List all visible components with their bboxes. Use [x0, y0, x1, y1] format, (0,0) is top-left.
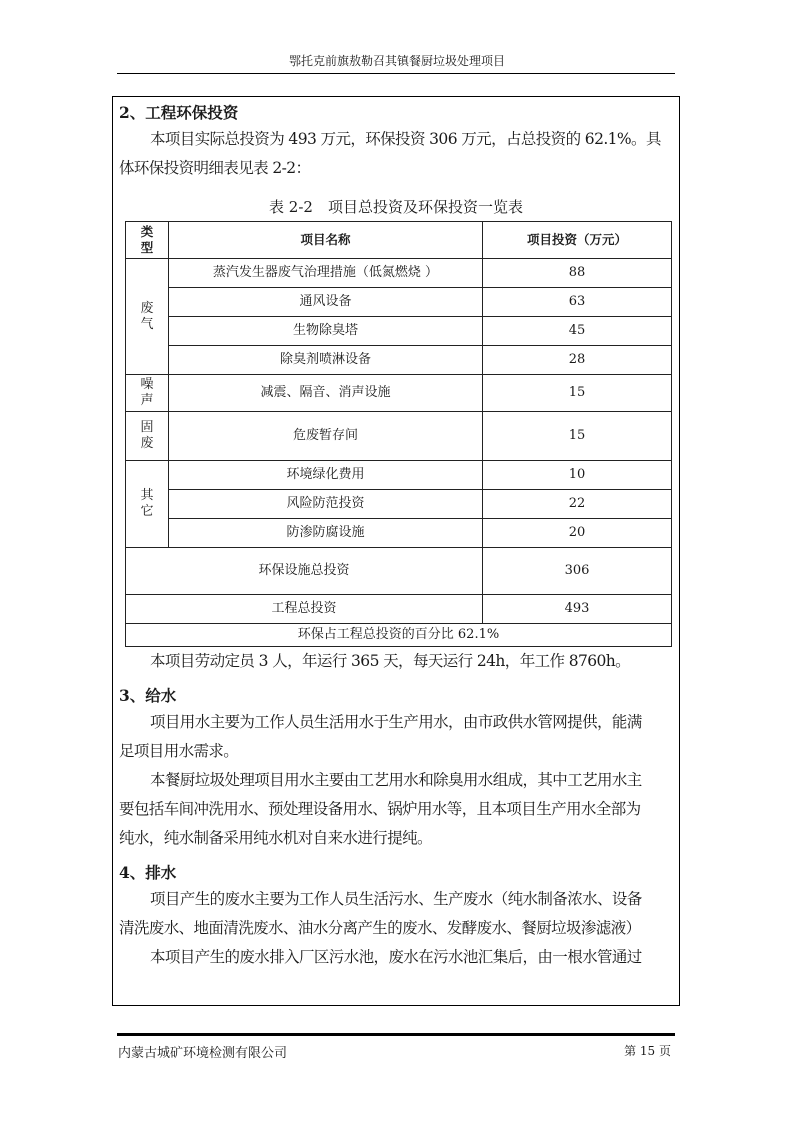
paragraph-text: 项目产生的废水主要为工作人员生活污水、生产废水（纯水制备浓水、设备 — [150, 890, 642, 908]
spacer — [119, 853, 673, 861]
table-row — [126, 288, 672, 317]
running-header: 鄂托克前旗敖勒召其镇餐厨垃圾处理项目 — [288, 54, 505, 68]
section-heading-water-supply: 3、给水 — [119, 686, 177, 705]
table-row — [126, 317, 672, 346]
table-row — [126, 375, 672, 412]
paragraph-line: 清洗废水、地面清洗废水、油水分离产生的废水、发酵废水、餐厨垃圾渗滤液） — [119, 919, 641, 937]
header-type: 类 型 — [126, 222, 169, 259]
staff-note-line — [119, 647, 673, 676]
category-cell: 固 废 — [126, 412, 169, 461]
table-row — [126, 346, 672, 375]
footer-company: 内蒙古城矿环境检测有限公司 — [118, 1046, 288, 1061]
paragraph-text: 项目用水主要为工作人员生活用水于生产用水，由市政供水管网提供，能满 — [150, 713, 642, 731]
env-total-row-value: 306 — [483, 548, 672, 595]
item-amount-cell: 15 — [483, 375, 672, 412]
paragraph-text: 本项目实际总投资为 493 万元，环保投资 306 万元，占总投资的 62.1%。具 — [150, 130, 661, 148]
paragraph-line — [119, 708, 673, 737]
env-total-row-label: 环保设施总投资 — [126, 548, 483, 595]
table-header-row — [126, 222, 672, 259]
item-name-cell: 风险防范投资 — [169, 490, 483, 519]
content-frame — [112, 96, 680, 1006]
footer-rule — [117, 1033, 675, 1036]
paragraph-line — [119, 943, 673, 972]
item-amount-cell: 28 — [483, 346, 672, 375]
item-name-cell: 环境绿化费用 — [169, 461, 483, 490]
header-name: 项目名称 — [169, 222, 483, 259]
item-amount-cell: 22 — [483, 490, 672, 519]
table-caption: 表 2-2 项目总投资及环保投资一览表 — [269, 198, 523, 216]
table-row — [126, 519, 672, 548]
section-heading-investment: 2、工程环保投资 — [119, 103, 239, 122]
footer-page-number: 第 15 页 — [624, 1044, 671, 1058]
paragraph-text: 本餐厨垃圾处理项目用水主要由工艺用水和除臭用水组成，其中工艺用水主 — [150, 771, 642, 789]
paragraph-line: 足项目用水需求。 — [119, 742, 239, 760]
paragraph-line: 要包括车间冲洗用水、预处理设备用水、锅炉用水等，且本项目生产用水全部为 — [119, 800, 641, 818]
investment-table — [125, 221, 672, 647]
item-name-cell: 生物除臭塔 — [169, 317, 483, 346]
project-total-row-label: 工程总投资 — [126, 595, 483, 624]
item-amount-cell: 10 — [483, 461, 672, 490]
category-cell: 其 它 — [126, 461, 169, 548]
table-row — [126, 259, 672, 288]
item-name-cell: 蒸汽发生器废气治理措施（低氮燃烧 ） — [169, 259, 483, 288]
item-name-cell: 防渗防腐设施 — [169, 519, 483, 548]
staff-note-text: 本项目劳动定员 3 人，年运行 365 天，每天运行 24h，年工作 8760h。 — [150, 652, 631, 670]
env-total-row — [126, 548, 672, 595]
item-amount-cell: 63 — [483, 288, 672, 317]
category-cell: 噪 声 — [126, 375, 169, 412]
spacer — [119, 676, 673, 684]
project-total-row — [126, 595, 672, 624]
item-amount-cell: 15 — [483, 412, 672, 461]
item-amount-cell: 88 — [483, 259, 672, 288]
item-name-cell: 除臭剂喷淋设备 — [169, 346, 483, 375]
paragraph-line — [119, 885, 673, 914]
paragraph-line — [119, 766, 673, 795]
section-heading-drainage: 4、排水 — [119, 863, 177, 882]
percent-note: 环保占工程总投资的百分比 62.1% — [126, 624, 672, 647]
table-row — [126, 412, 672, 461]
category-cell: 废 气 — [126, 259, 169, 375]
item-amount-cell: 45 — [483, 317, 672, 346]
table-row — [126, 461, 672, 490]
percent-row — [126, 624, 672, 647]
project-total-row-value: 493 — [483, 595, 672, 624]
paragraph-line: 体环保投资明细表见表 2-2： — [119, 159, 311, 177]
paragraph-text: 本项目产生的废水排入厂区污水池，废水在污水池汇集后，由一根水管通过 — [150, 948, 642, 966]
item-amount-cell: 20 — [483, 519, 672, 548]
item-name-cell: 危废暂存间 — [169, 412, 483, 461]
header-rule — [117, 73, 675, 74]
item-name-cell: 通风设备 — [169, 288, 483, 317]
header-amount: 项目投资（万元） — [483, 222, 672, 259]
paragraph-line: 纯水，纯水制备采用纯水机对自来水进行提纯。 — [119, 829, 432, 847]
table-row — [126, 490, 672, 519]
paragraph-line — [119, 125, 673, 154]
item-name-cell: 减震、隔音、消声设施 — [169, 375, 483, 412]
